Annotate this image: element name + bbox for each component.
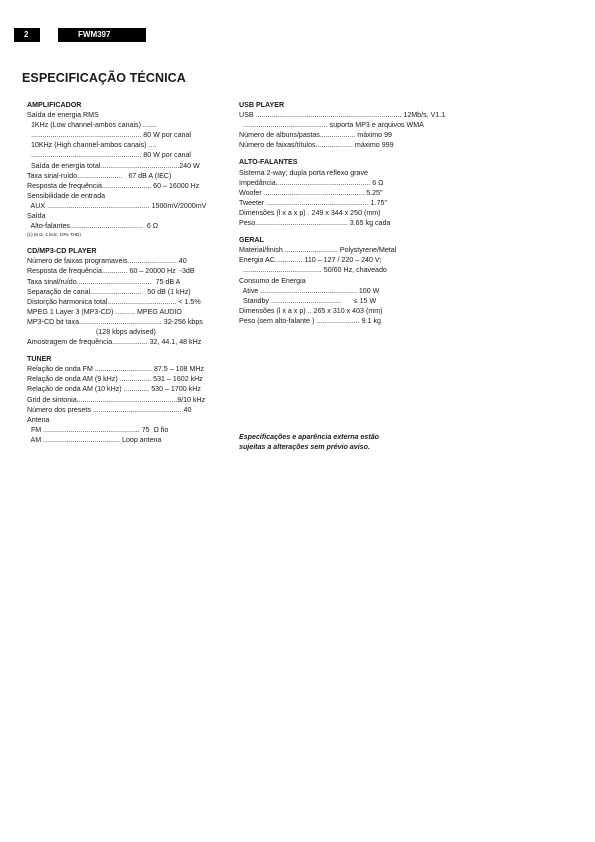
spec-line: ........................................... suporta MP3 e arquivos WMA [239,121,424,130]
spec-line: Amostragem de frequência.................. 32, 44.1, 48 kHz [27,338,202,347]
spec-line: Distorção harmonica total................................... < 1.5% [27,297,201,306]
section-heading: AMPLIFICADOR [27,101,82,109]
spec-line: Número de faixas programaveis......................... 40 [27,257,187,266]
spec-line: Número de faixas/títulos................... máximo 999 [239,141,394,150]
spec-line: Sistema 2-way; dupla porta reflexo grave [239,168,368,177]
spec-line: Peso............................................... 3.65 kg cada [239,219,391,228]
left-column [27,100,232,452]
spec-line: Impedância................................................ 6 Ω [239,178,384,187]
disclaimer-line: sujeitas a alterações sem prévio aviso. [239,443,370,452]
spec-line: Separação de canal.......................... 50 dB (1 kHz) [27,287,191,296]
spec-line: ........................................................ 80 W por canal [27,151,191,160]
spec-section [27,354,232,445]
section-heading: TUNER [27,355,52,364]
page-number: 2 [14,28,40,42]
spec-line: 1KHz (Low channel-ambos canais) ....... [27,121,157,130]
spec-line: Resposta de frequência......................... 60 – 16000 Hz [27,181,200,190]
section-heading: GERAL [239,236,264,245]
spec-line: Ative ................................................. 100 W [239,286,380,295]
spec-line: Relação de onda FM ............................. 87.5 – 108 MHz [27,365,205,374]
spec-line: USB .......................................................................... 12Mb/s, V1.1 [239,111,446,120]
spec-line: Antena [27,415,50,424]
spec-line: Saída de energia RMS [27,111,99,120]
spec-line: AM ....................................... Loop antena [27,435,162,444]
spec-line: Saída [27,212,46,221]
footnote: (1) (6 Ω, 1 kHz, 10% THD) [27,232,81,238]
spec-line: Relação de onda AM (9 kHz) ................ 531 – 1602 kHz [27,375,203,384]
spec-section [27,100,232,239]
spec-line: Dimensões (l x a x p) . 249 x 344 x 250 (mm) [239,208,381,217]
spec-line: MP3-CD bit taxa.......................................... 32-256 kbps [27,317,203,326]
spec-line: Número dos presets ............................................. 40 [27,405,192,414]
spec-line: Consumo de Energia [239,276,306,285]
spec-line: FM ................................................. 75 Ω fio [27,425,169,434]
spec-line: Número de albuns/pastas.................. máximo 99 [239,131,392,140]
spec-line: Grid de sintonia...................................................9/10 kHz [27,395,206,404]
spec-line: Woofer ................................................... 5.25" [239,188,383,197]
spec-line: Taxa sinal-ruído....................... 67 dB A (IEC) [27,171,172,180]
spec-line: Resposta de frequência............. 60 – 20000 Hz -3dB [27,267,195,276]
spec-line: (128 kbps advised) [27,327,156,336]
spec-line: ........................................ 50/60 Hz, chaveado [239,266,387,275]
spec-line: Alto-falantes..................................... 6 Ω [27,222,159,231]
spec-line: ........................................................ 80 W por canal [27,131,191,140]
spec-section [239,235,449,326]
spec-line: Taxa sinal/ruído...................................... 75 dB A [27,277,181,286]
right-column [239,100,449,333]
spec-line: 10KHz (High channel-ambos canais) .... [27,141,157,150]
page-title: ESPECIFICAÇÃO TÉCNICA [22,71,186,85]
spec-section [239,157,449,228]
model-label: FWM397 [58,28,146,42]
spec-line: MPEG 1 Layer 3 (MP3-CD) .......... MPEG AUDIO [27,307,182,316]
section-heading: USB PLAYER [239,101,285,109]
spec-line: Peso (sem alto-falante ) ...................... 9.1 kg [239,316,381,325]
disclaimer-line: Especificações e aparência externa estão [239,433,379,441]
spec-section [27,246,232,347]
spec-line: AUX .................................................... 1500mV/2000mV [27,201,207,210]
section-heading: ALTO-FALANTES [239,158,298,167]
spec-line: Dimensões (l x a x p) .. 265 x 310 x 403 (mm) [239,306,383,315]
spec-line: Saída de energia total........................................240 W [27,161,200,170]
spec-section [239,100,449,150]
spec-line: Standby .................................... ≤ 15 W [239,296,377,305]
spec-line: Tweeter .................................................... 1.75" [239,198,387,207]
spec-line: Relação de onda AM (10 kHz) ............. 530 – 1700 kHz [27,385,201,394]
section-heading: CD/MP3-CD PLAYER [27,247,97,256]
spec-line: Material/finish ........................... Polystyrene/Metal [239,246,397,255]
disclaimer [239,432,379,452]
spec-line: Sensibilidade de entrada [27,191,106,200]
spec-line: Energia AC.............. 110 – 127 / 220 – 240 V; [239,256,382,265]
